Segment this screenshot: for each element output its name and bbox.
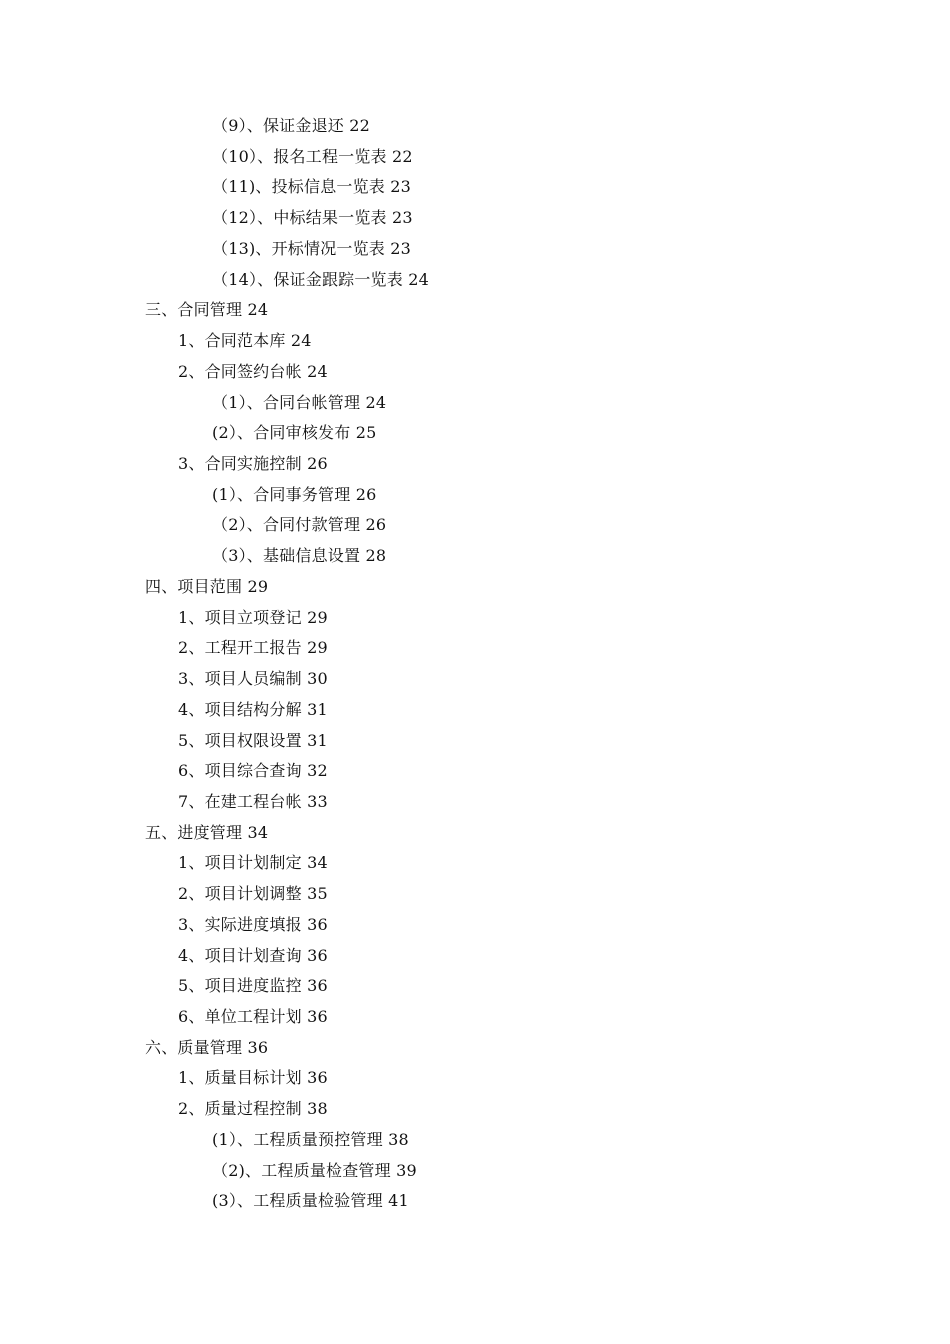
toc-entry-contract-2: 2、合同签约台帐 24 [178, 362, 328, 381]
toc-entry-schedule-6: 6、单位工程计划 36 [178, 1007, 328, 1026]
toc-entry-scope-7: 7、在建工程台帐 33 [178, 792, 328, 811]
toc-entry-schedule-3: 3、实际进度填报 36 [178, 915, 328, 934]
toc-heading-quality: 六、质量管理 36 [145, 1038, 269, 1057]
toc-entry-contract-3-3: （3）、基础信息设置 28 [212, 546, 387, 565]
toc-entry-3-10: （10）、报名工程一览表 22 [212, 147, 413, 166]
toc-entry-3-14: （14）、保证金跟踪一览表 24 [212, 270, 430, 289]
toc-heading-contract: 三、合同管理 24 [145, 300, 269, 319]
toc-entry-scope-4: 4、项目结构分解 31 [178, 700, 328, 719]
toc-entry-contract-2-1: （1）、合同台帐管理 24 [212, 393, 387, 412]
toc-entry-schedule-4: 4、项目计划查询 36 [178, 946, 328, 965]
toc-entry-contract-2-2: (2）、合同审核发布 25 [212, 423, 377, 442]
toc-entry-schedule-5: 5、项目进度监控 36 [178, 976, 328, 995]
toc-entry-contract-1: 1、合同范本库 24 [178, 331, 312, 350]
toc-heading-project-scope: 四、项目范围 29 [145, 577, 269, 596]
toc-entry-quality-2-3: (3）、工程质量检验管理 41 [212, 1191, 409, 1210]
toc-entry-3-9: （9）、保证金退还 22 [212, 116, 371, 135]
toc-entry-3-11: （11)、投标信息一览表 23 [212, 177, 412, 196]
toc-entry-scope-2: 2、工程开工报告 29 [178, 638, 328, 657]
toc-entry-quality-2: 2、质量过程控制 38 [178, 1099, 328, 1118]
toc-entry-quality-1: 1、质量目标计划 36 [178, 1068, 328, 1087]
toc-entry-schedule-2: 2、项目计划调整 35 [178, 884, 328, 903]
toc-entry-quality-2-2: （2)、工程质量检查管理 39 [212, 1161, 417, 1180]
toc-entry-contract-3-2: （2）、合同付款管理 26 [212, 515, 387, 534]
toc-entry-scope-6: 6、项目综合查询 32 [178, 761, 328, 780]
toc-entry-scope-3: 3、项目人员编制 30 [178, 669, 328, 688]
toc-entry-scope-1: 1、项目立项登记 29 [178, 608, 328, 627]
toc-entry-scope-5: 5、项目权限设置 31 [178, 731, 328, 750]
toc-entry-3-12: （12）、中标结果一览表 23 [212, 208, 413, 227]
toc-entry-contract-3: 3、合同实施控制 26 [178, 454, 328, 473]
toc-entry-quality-2-1: (1）、工程质量预控管理 38 [212, 1130, 409, 1149]
toc-entry-contract-3-1: (1）、合同事务管理 26 [212, 485, 377, 504]
toc-entry-3-13: （13)、开标情况一览表 23 [212, 239, 412, 258]
toc-entry-schedule-1: 1、项目计划制定 34 [178, 853, 328, 872]
toc-heading-schedule: 五、进度管理 34 [145, 823, 269, 842]
